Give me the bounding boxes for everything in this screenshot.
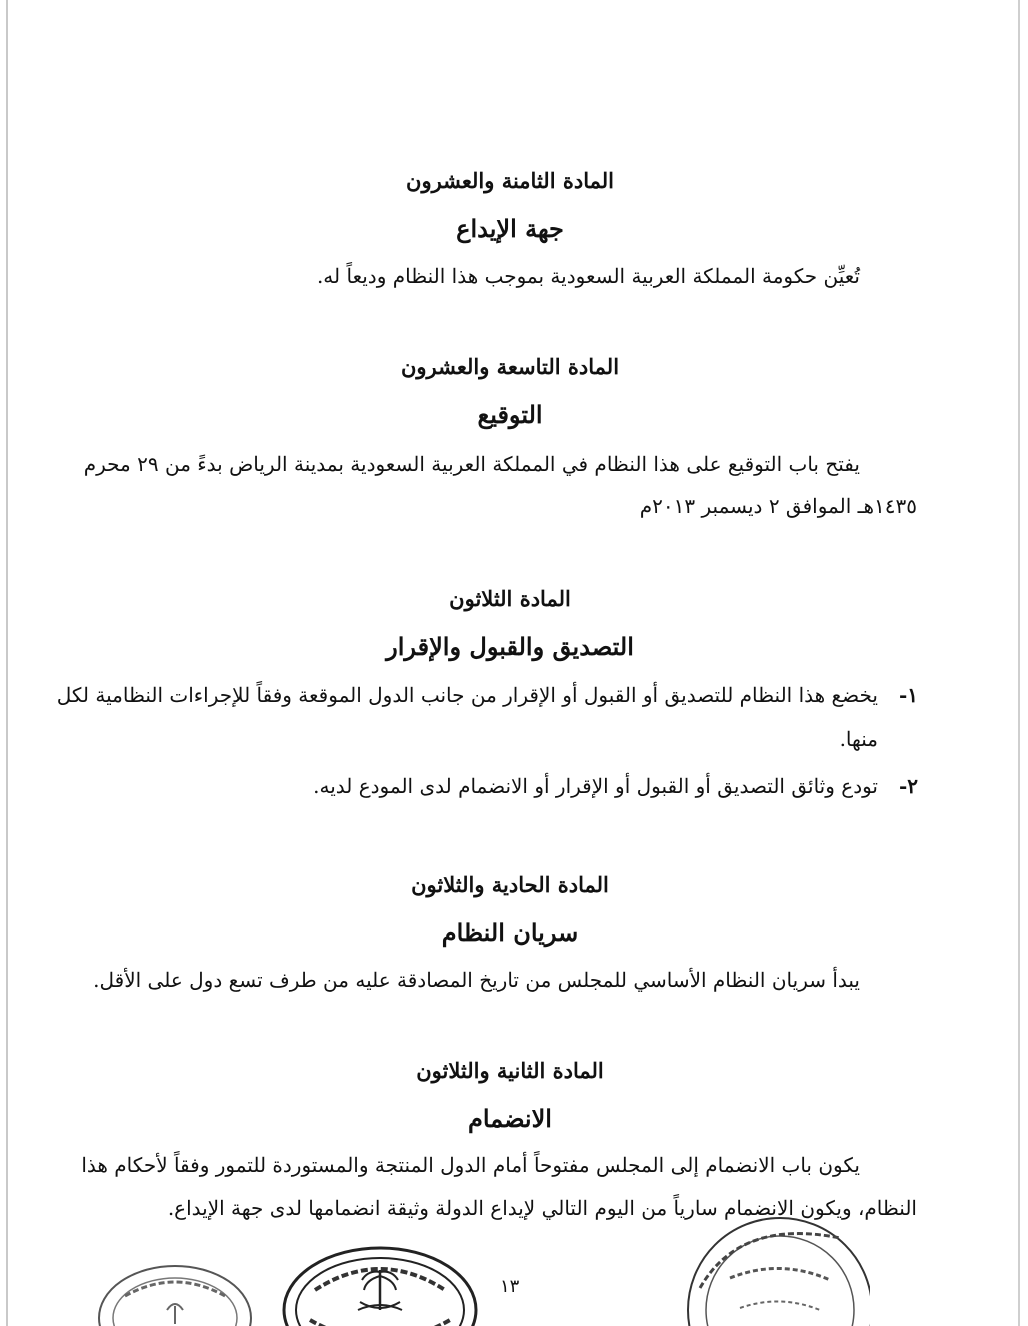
article-30-item-2-number: ٢-	[898, 774, 918, 798]
article-29-text-line-1: يفتح باب التوقيع على هذا النظام في المملكة العربية السعودية بمدينة الرياض بدءً من ٢٩ محرم	[83, 452, 860, 476]
article-29-number: المادة التاسعة والعشرون	[400, 354, 620, 379]
page-number: ١٣	[500, 1276, 520, 1297]
article-30-item-1-line-1: يخضع هذا النظام للتصديق أو القبول أو الإقرار من جانب الدول الموقعة وفقاً للإجراءات النظامية لكل	[56, 683, 878, 707]
article-30-item-1-line-2: منها.	[839, 727, 878, 751]
seal-stamp-center-icon	[280, 1240, 480, 1326]
article-28-title: جهة الإيداع	[456, 214, 564, 243]
seal-stamp-left-icon	[95, 1258, 255, 1326]
article-32-text-line-2: النظام، ويكون الانضمام سارياً من اليوم التالي لإيداع الدولة وثيقة انضمامها لدى جهة الإيداع.	[167, 1196, 917, 1220]
article-28-text: تُعيِّن حكومة المملكة العربية السعودية بموجب هذا النظام وديعاً له.	[316, 264, 860, 288]
article-29-text-line-2: ١٤٣٥هـ الموافق ٢ ديسمبر ٢٠١٣م	[639, 494, 917, 518]
article-32-title: الانضمام	[468, 1104, 552, 1133]
article-30-number: المادة الثلاثون	[449, 586, 571, 611]
scan-edge-left	[6, 0, 8, 1326]
article-31-text: يبدأ سريان النظام الأساسي للمجلس من تاريخ المصادقة عليه من طرف تسع دول على الأقل.	[93, 968, 860, 992]
article-31-title: سريان النظام	[441, 918, 579, 947]
article-29-title: التوقيع	[477, 400, 543, 429]
article-30-title: التصديق والقبول والإقرار	[386, 632, 634, 661]
article-32-text-line-1: يكون باب الانضمام إلى المجلس مفتوحاً أمام الدول المنتجة والمستوردة للتمور وفقاً لأحكام هذا	[81, 1153, 860, 1177]
article-30-item-2-line-1: تودع وثائق التصديق أو القبول أو الإقرار أو الانضمام لدى المودع لديه.	[313, 774, 878, 798]
article-31-number: المادة الحادية والثلاثون	[411, 872, 609, 897]
article-28-number: المادة الثامنة والعشرون	[406, 168, 614, 193]
scan-edge-right	[1018, 0, 1020, 1326]
article-32-number: المادة الثانية والثلاثون	[416, 1058, 604, 1083]
article-30-item-1-number: ١-	[898, 683, 918, 707]
seal-stamp-right-icon	[680, 1198, 870, 1326]
